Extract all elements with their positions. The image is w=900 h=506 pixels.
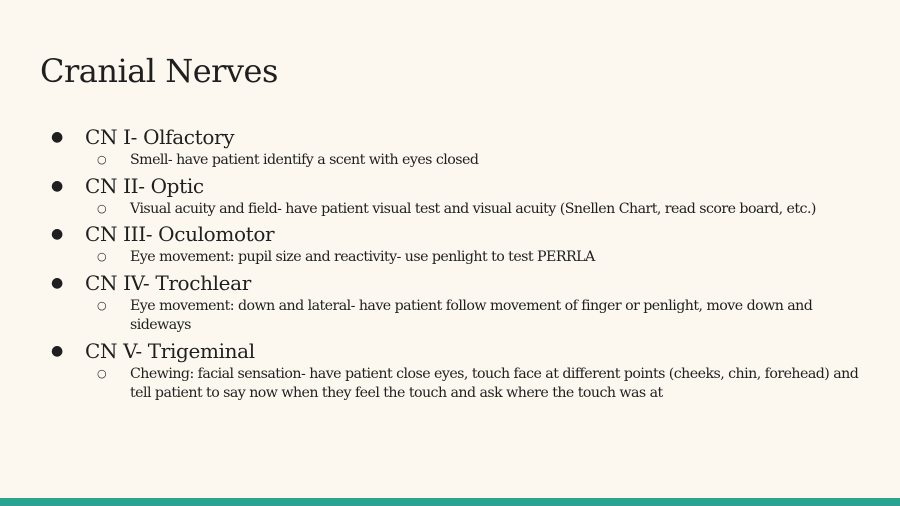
sub-bullet-row (40, 248, 862, 268)
filled-bullet-icon: ● (51, 226, 64, 242)
hollow-bullet-icon: ○ (97, 201, 107, 215)
main-bullet-row (40, 269, 862, 299)
main-bullet-row (40, 123, 862, 153)
bullet-label: CN II- Optic (85, 173, 204, 198)
hollow-bullet-icon: ○ (97, 250, 107, 263)
sub-bullet-text: Visual acuity and field- have patient visual test and visual acuity (Snellen Chart, read score board, etc.) (130, 200, 816, 217)
list-item-cn-ii (40, 172, 862, 220)
slide-title: Cranial Nerves (40, 52, 278, 90)
bullet-list (40, 123, 862, 405)
sub-bullet-row (40, 200, 862, 220)
bullet-label: CN IV- Trochlear (85, 270, 251, 295)
sub-bullet-row (40, 365, 862, 404)
filled-bullet-icon: ● (51, 177, 64, 194)
list-item-cn-iii (40, 220, 862, 268)
main-bullet-row (40, 337, 862, 367)
sub-bullet-row (40, 297, 862, 336)
sub-bullet-text: Smell- have patient identify a scent with eyes closed (130, 152, 479, 168)
sub-bullet-row (40, 151, 862, 171)
hollow-bullet-icon: ○ (97, 298, 107, 312)
main-bullet-row (40, 172, 862, 202)
hollow-bullet-icon: ○ (97, 366, 107, 380)
filled-bullet-icon: ● (51, 129, 64, 145)
sub-bullet-text: Eye movement: pupil size and reactivity- use penlight to test PERRLA (130, 249, 595, 265)
sub-bullet-text: Eye movement: down and lateral- have patient follow movement of finger or penlight, move down and sideways (130, 297, 813, 333)
filled-bullet-icon: ● (51, 342, 64, 359)
list-item-cn-iv (40, 269, 862, 336)
list-item-cn-v (40, 337, 862, 404)
bullet-label: CN V- Trigeminal (85, 338, 255, 363)
bottom-accent-bar (0, 498, 900, 506)
hollow-bullet-icon: ○ (97, 153, 107, 166)
main-bullet-row (40, 220, 862, 250)
sub-bullet-text: Chewing: facial sensation- have patient close eyes, touch face at different points (cheeks, chin, forehead) and tell patient to say now when they feel the touch and ask where the touch was at (130, 365, 859, 401)
filled-bullet-icon: ● (51, 274, 64, 291)
bullet-label: CN I- Olfactory (85, 125, 235, 149)
bullet-label: CN III- Oculomotor (85, 222, 275, 246)
list-item-cn-i (40, 123, 862, 171)
